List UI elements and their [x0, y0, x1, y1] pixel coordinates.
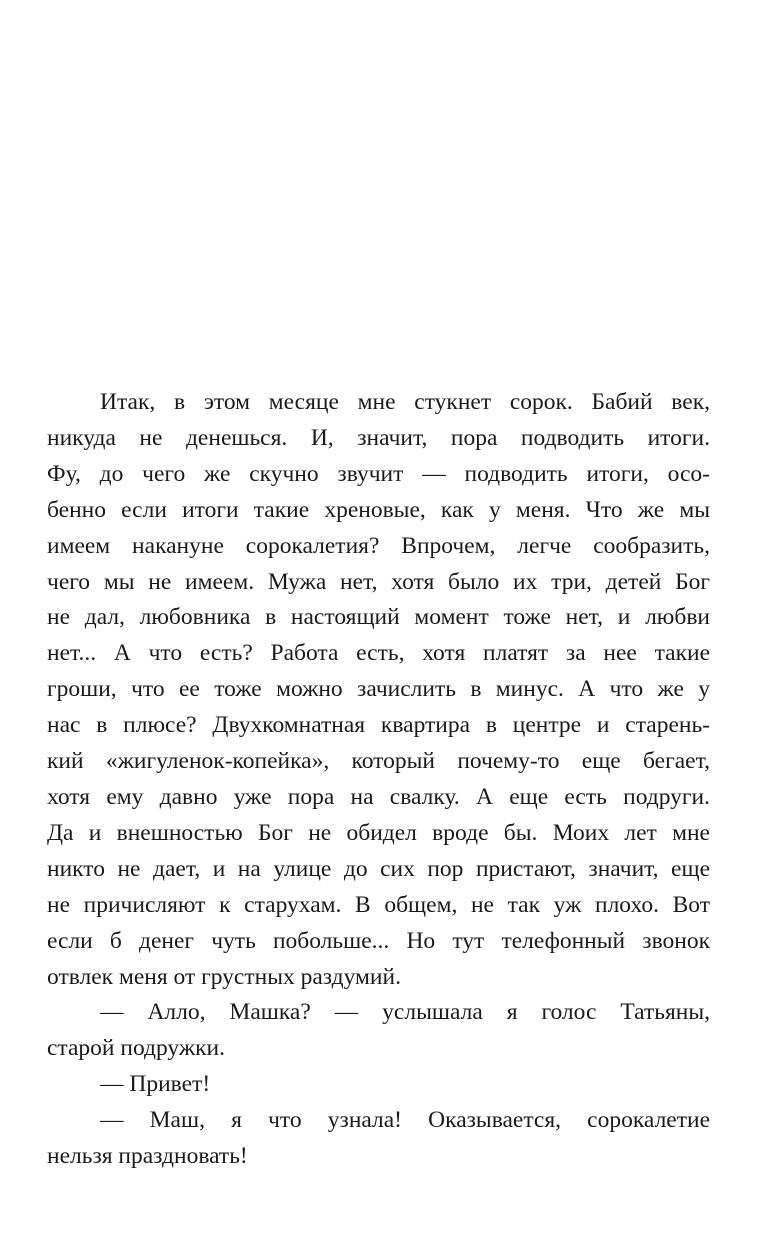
text-line: Фу, до чего же скучно звучит — подводить итоги, осо-	[47, 460, 710, 487]
text-line: гроши, что ее тоже можно зачислить в минус. А что же у	[47, 676, 710, 703]
text-line: — Маш, я что узнала! Оказывается, сорокалетие	[100, 1107, 710, 1134]
text-line: нет... А что есть? Работа есть, хотя платят за нее такие	[47, 640, 710, 667]
text-line: не дал, любовника в настоящий момент тоже нет, и любви	[47, 604, 710, 631]
body-text	[47, 385, 710, 1175]
text-line: чего мы не имеем. Мужа нет, хотя было их три, детей Бог	[47, 568, 710, 595]
paragraph-2	[47, 995, 710, 1067]
text-line: имеем накануне сорокалетия? Впрочем, легче сообразить,	[47, 532, 710, 559]
text-line: Да и внешностью Бог не обидел вроде бы. Моих лет мне	[47, 819, 710, 846]
text-line: хотя ему давно уже пора на свалку. А еще есть подруги.	[47, 783, 710, 810]
paragraph-1	[47, 385, 710, 995]
text-line: если б денег чуть побольше... Но тут телефонный звонок	[47, 927, 710, 954]
text-line: нас в плюсе? Двухкомнатная квартира в центре и старень-	[47, 712, 710, 739]
text-line: — Привет!	[100, 1071, 211, 1098]
text-line: нельзя праздновать!	[47, 1143, 248, 1170]
text-line: — Алло, Машка? — услышала я голос Татьяны,	[100, 999, 710, 1026]
paragraph-3	[47, 1067, 710, 1103]
text-line: не причисляют к старухам. В общем, не так уж плохо. Вот	[47, 891, 710, 918]
text-line: отвлек меня от грустных раздумий.	[47, 963, 401, 990]
text-line: никто не дает, и на улице до сих пор пристают, значит, еще	[47, 855, 710, 882]
text-line: Итак, в этом месяце мне стукнет сорок. Бабий век,	[100, 389, 710, 415]
text-line: никуда не денешься. И, значит, пора подводить итоги.	[47, 424, 710, 451]
text-line: старой подружки.	[47, 1035, 225, 1062]
paragraph-4	[47, 1103, 710, 1175]
text-line: кий «жигуленок-копейка», который почему-то еще бегает,	[47, 748, 710, 775]
text-line: бенно если итоги такие хреновые, как у меня. Что же мы	[47, 496, 710, 523]
